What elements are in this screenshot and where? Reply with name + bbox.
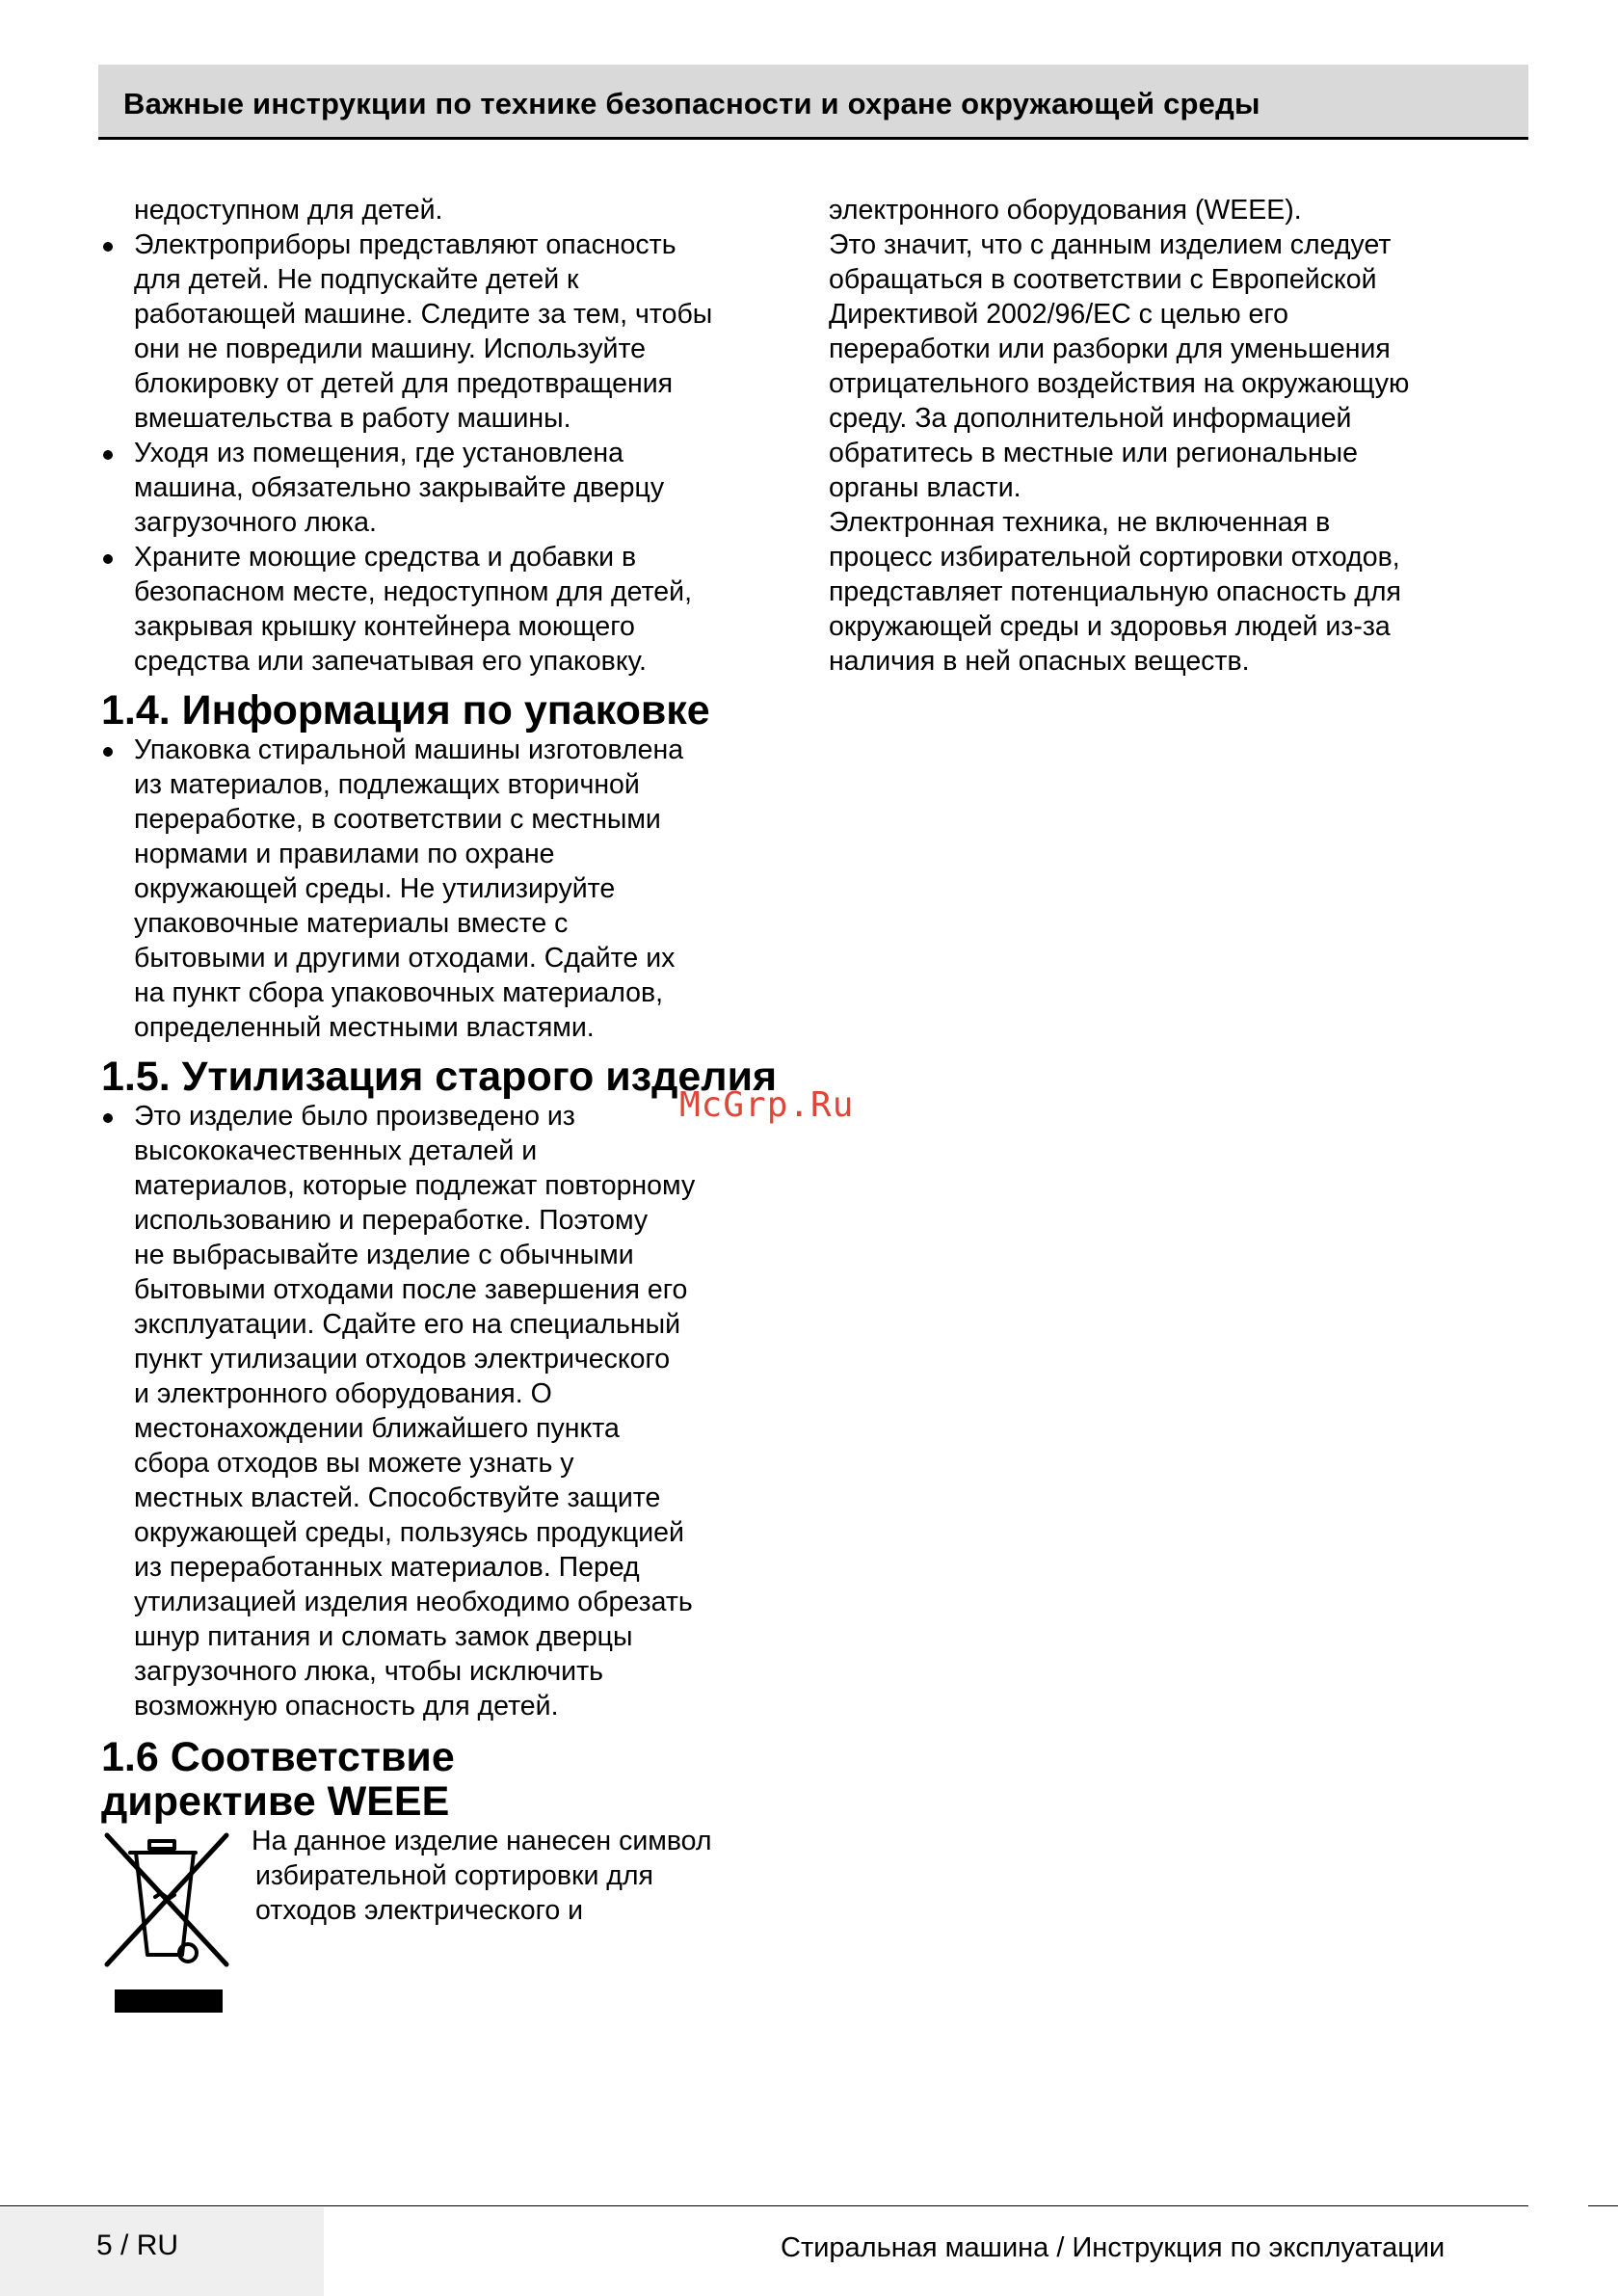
- bullet-continuation: упаковочные материалы вместе с: [134, 908, 569, 939]
- weee-text-line: избирательной сортировки для: [255, 1860, 653, 1891]
- bullet-continuation: местонахождении ближайшего пункта: [134, 1413, 620, 1444]
- bullet-continuation: не выбрасывайте изделие с обычными: [134, 1240, 634, 1270]
- text-line: наличия в ней опасных веществ.: [829, 646, 1250, 677]
- section-1-4-title: 1.4. Информация по упаковке: [101, 687, 710, 734]
- bullet-continuation: шнур питания и сломать замок дверцы: [134, 1621, 633, 1652]
- bullet-continuation: окружающей среды, пользуясь продукцией: [134, 1517, 684, 1548]
- bullet-continuation: эксплуатации. Сдайте его на специальный: [134, 1309, 681, 1340]
- watermark-text: McGrp.Ru: [679, 1085, 855, 1125]
- weee-text-line: отходов электрического и: [255, 1895, 584, 1926]
- weee-text: [252, 1824, 712, 1928]
- bullet-continuation: бытовыми и другими отходами. Сдайте их: [134, 943, 676, 974]
- bullet-continuation: средства или запечатывая его упаковку.: [134, 646, 647, 677]
- crossed-out-bin-icon: [101, 1829, 232, 2013]
- bullet-continuation: из материалов, подлежащих вторичной: [134, 769, 640, 800]
- bullet-item: Храните моющие средства и добавки в: [101, 540, 805, 574]
- bullet-continuation: они не повредили машину. Используйте: [134, 334, 647, 364]
- bullet-item: Электроприборы представляют опасность: [101, 227, 805, 262]
- section-1-6-title-line2: директиве WEEE: [101, 1778, 450, 1825]
- bullet-continuation: окружающей среды. Не утилизируйте: [134, 873, 616, 904]
- text-line: органы власти.: [829, 472, 1021, 503]
- bullet-continuation: использованию и переработке. Поэтому: [134, 1205, 649, 1236]
- text-line: отрицательного воздействия на окружающую: [829, 368, 1410, 399]
- bullet-continuation: местных властей. Способствуйте защите: [134, 1482, 661, 1513]
- text-line: среду. За дополнительной информацией: [829, 403, 1352, 434]
- bullet-continuation: работающей машине. Следите за тем, чтобы: [134, 299, 713, 330]
- bullet-continuation: на пункт сбора упаковочных материалов,: [134, 977, 664, 1008]
- bullet-continuation: высококачественных деталей и: [134, 1135, 538, 1166]
- bullet-continuation: блокировку от детей для предотвращения: [134, 368, 674, 399]
- section-1-5-title: 1.5. Утилизация старого изделия: [101, 1054, 778, 1100]
- text-line: переработки или разборки для уменьшения: [829, 334, 1391, 364]
- footer-divider: [0, 2205, 1528, 2206]
- bullet-continuation: бытовыми отходами после завершения его: [134, 1274, 688, 1305]
- footer-divider-tick: [1588, 2205, 1618, 2206]
- bullet-continuation: пункт утилизации отходов электрического: [134, 1344, 671, 1375]
- text-line: окружающей среды и здоровья людей из-за: [829, 611, 1391, 642]
- bullet-continuation: утилизацией изделия необходимо обрезать: [134, 1587, 693, 1617]
- weee-block: [101, 1824, 805, 2016]
- text-line: представляет потенциальную опасность для: [829, 576, 1401, 607]
- bullet-continuation: машина, обязательно закрывайте дверцу: [134, 472, 665, 503]
- footer-document-title: Стиральная машина / Инструкция по эксплуатации: [781, 2232, 1446, 2263]
- section-1-5-body: [101, 1099, 805, 1723]
- bullet-continuation: вмешательства в работу машины.: [134, 403, 571, 434]
- bullet-continuation: определенный местными властями.: [134, 1012, 595, 1043]
- bullet-continuation: для детей. Не подпускайте детей к: [134, 264, 579, 295]
- text-line: Электронная техника, не включенная в: [829, 507, 1331, 538]
- text-line: обратитесь в местные или региональные: [829, 438, 1359, 468]
- safety-bullets: [101, 227, 805, 679]
- header-band: [98, 65, 1528, 140]
- text-line: обращаться в соответствии с Европейской: [829, 264, 1377, 295]
- text-line: Директивой 2002/96/EC с целью его: [829, 299, 1288, 330]
- bullet-continuation: и электронного оборудования. О: [134, 1378, 552, 1409]
- section-1-6-title-line1: 1.6 Соответствие: [101, 1734, 455, 1780]
- page-number: 5 / RU: [96, 2229, 179, 2261]
- bullet-item: Это изделие было произведено из: [101, 1099, 805, 1134]
- text-line: электронного оборудования (WEEE).: [829, 195, 1302, 226]
- bullet-continuation: возможную опасность для детей.: [134, 1691, 559, 1722]
- intro-line: недоступном для детей.: [134, 195, 443, 226]
- bullet-item: Уходя из помещения, где установлена: [101, 436, 805, 470]
- weee-text-line: На данное изделие нанесен символ: [252, 1826, 712, 1856]
- right-column: [829, 193, 1523, 679]
- bullet-continuation: нормами и правилами по охране: [134, 839, 555, 869]
- bullet-continuation: переработке, в соответствии с местными: [134, 804, 661, 835]
- bullet-item: Упаковка стиральной машины изготовлена: [101, 733, 805, 767]
- text-line: процесс избирательной сортировки отходов,: [829, 542, 1400, 573]
- bullet-continuation: загрузочного люка.: [134, 507, 377, 538]
- bullet-continuation: из переработанных материалов. Перед: [134, 1552, 640, 1583]
- section-1-6-title: [101, 1735, 805, 1824]
- bullet-continuation: загрузочного люка, чтобы исключить: [134, 1656, 603, 1687]
- bullet-continuation: сбора отходов вы можете узнать у: [134, 1448, 574, 1479]
- text-line: Это значит, что с данным изделием следует: [829, 229, 1392, 260]
- section-1-4-body: [101, 733, 805, 1045]
- bullet-continuation: закрывая крышку контейнера моющего: [134, 611, 635, 642]
- bullet-continuation: безопасном месте, недоступном для детей,: [134, 576, 692, 607]
- page-header-title: Важные инструкции по технике безопасности и охране окружающей среды: [123, 87, 1260, 120]
- bullet-continuation: материалов, которые подлежат повторному: [134, 1170, 696, 1201]
